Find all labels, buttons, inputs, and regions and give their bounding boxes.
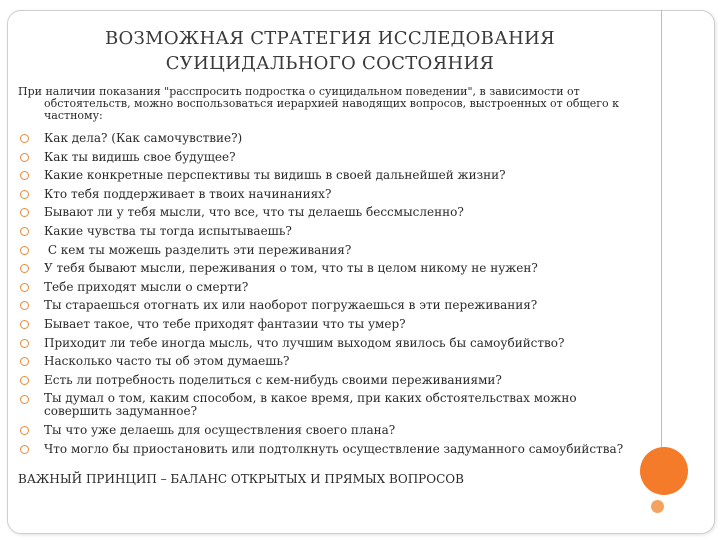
question-text-continued: совершить задуманное? bbox=[44, 404, 198, 419]
question-text: У тебя бывают мысли, переживания о том, что ты в целом никому не нужен? bbox=[44, 261, 538, 276]
bullet-circle-icon bbox=[20, 376, 29, 385]
list-item bbox=[18, 278, 668, 297]
question-text: Как дела? (Как самочувствие?) bbox=[44, 131, 243, 145]
bullet-circle-icon bbox=[20, 134, 29, 143]
bullet-circle-icon bbox=[20, 153, 29, 162]
decorative-orange-circle bbox=[640, 447, 688, 495]
question-text: Что могло бы приостановить или подтолкнуть осуществление задуманного самоубийства? bbox=[44, 441, 624, 456]
intro-line-3: частному: bbox=[44, 109, 103, 122]
question-text: Тебе приходят мысли о смерти? bbox=[44, 279, 249, 294]
question-text: Какие конкретные перспективы ты видишь в своей дальнейшей жизни? bbox=[44, 168, 506, 183]
bullet-circle-icon bbox=[20, 171, 29, 180]
list-item bbox=[18, 296, 668, 315]
list-item bbox=[18, 371, 668, 390]
list-item bbox=[18, 259, 668, 278]
list-item bbox=[18, 166, 668, 185]
question-text: Как ты видишь свое будущее? bbox=[44, 149, 236, 164]
list-item bbox=[18, 440, 668, 459]
question-text: Приходит ли тебе иногда мысль, что лучшим выходом явилось бы самоубийство? bbox=[44, 335, 565, 350]
question-text: Ты что уже делаешь для осуществления своего плана? bbox=[44, 422, 396, 437]
list-item bbox=[18, 203, 668, 222]
intro-paragraph bbox=[18, 86, 668, 122]
list-item bbox=[18, 222, 668, 241]
bullet-circle-icon bbox=[20, 301, 29, 310]
bullet-circle-icon bbox=[20, 395, 29, 404]
question-text: Есть ли потребность поделиться с кем-нибудь своими переживаниями? bbox=[44, 372, 502, 387]
list-item bbox=[18, 129, 668, 148]
decorative-small-circle bbox=[651, 500, 664, 513]
bullet-circle-icon bbox=[20, 357, 29, 366]
bullet-circle-icon bbox=[20, 190, 29, 199]
list-item bbox=[18, 334, 668, 353]
intro-line-2: обстоятельств, можно воспользоваться иерархией наводящих вопросов, выстроенных от общего к bbox=[44, 97, 619, 110]
list-item bbox=[18, 241, 668, 260]
key-principle-text: ВАЖНЫЙ ПРИНЦИП – БАЛАНС ОТКРЫТЫХ И ПРЯМЫХ ВОПРОСОВ bbox=[18, 472, 464, 486]
list-item bbox=[18, 185, 668, 204]
bullet-circle-icon bbox=[20, 339, 29, 348]
question-text: Бывают ли у тебя мысли, что все, что ты делаешь бессмысленно? bbox=[44, 205, 464, 220]
question-text: С кем ты можешь разделить эти переживания? bbox=[44, 242, 352, 257]
bullet-circle-icon bbox=[20, 283, 29, 292]
question-text: Какие чувства ты тогда испытываешь? bbox=[44, 223, 292, 238]
bullet-circle-icon bbox=[20, 320, 29, 329]
list-item bbox=[18, 389, 668, 421]
list-item bbox=[18, 315, 668, 334]
list-item bbox=[18, 421, 668, 440]
question-text: Кто тебя поддерживает в твоих начинаниях? bbox=[44, 186, 332, 201]
question-text: Ты стараешься отогнать их или наоборот погружаешься в эти переживания? bbox=[44, 298, 538, 313]
question-text: Бывает такое, что тебе приходят фантазии что ты умер? bbox=[44, 316, 406, 331]
bullet-circle-icon bbox=[20, 246, 29, 255]
bullet-circle-icon bbox=[20, 208, 29, 217]
list-item bbox=[18, 352, 668, 371]
bullet-circle-icon bbox=[20, 445, 29, 454]
title-line-1: ВОЗМОЖНАЯ СТРАТЕГИЯ ИССЛЕДОВАНИЯ bbox=[105, 28, 555, 49]
question-list bbox=[18, 129, 668, 458]
list-item bbox=[18, 148, 668, 167]
title-line-2: СУИЦИДАЛЬНОГО СОСТОЯНИЯ bbox=[165, 53, 495, 74]
bullet-circle-icon bbox=[20, 264, 29, 273]
question-text: Ты думал о том, каким способом, в какое время, при каких обстоятельствах можно bbox=[44, 391, 577, 406]
bullet-circle-icon bbox=[20, 227, 29, 236]
intro-line-1: При наличии показания "расспросить подростка о суицидальном поведении", в зависимости от bbox=[18, 85, 580, 98]
bullet-circle-icon bbox=[20, 426, 29, 435]
slide-title bbox=[60, 26, 600, 76]
question-text: Насколько часто ты об этом думаешь? bbox=[44, 354, 290, 369]
